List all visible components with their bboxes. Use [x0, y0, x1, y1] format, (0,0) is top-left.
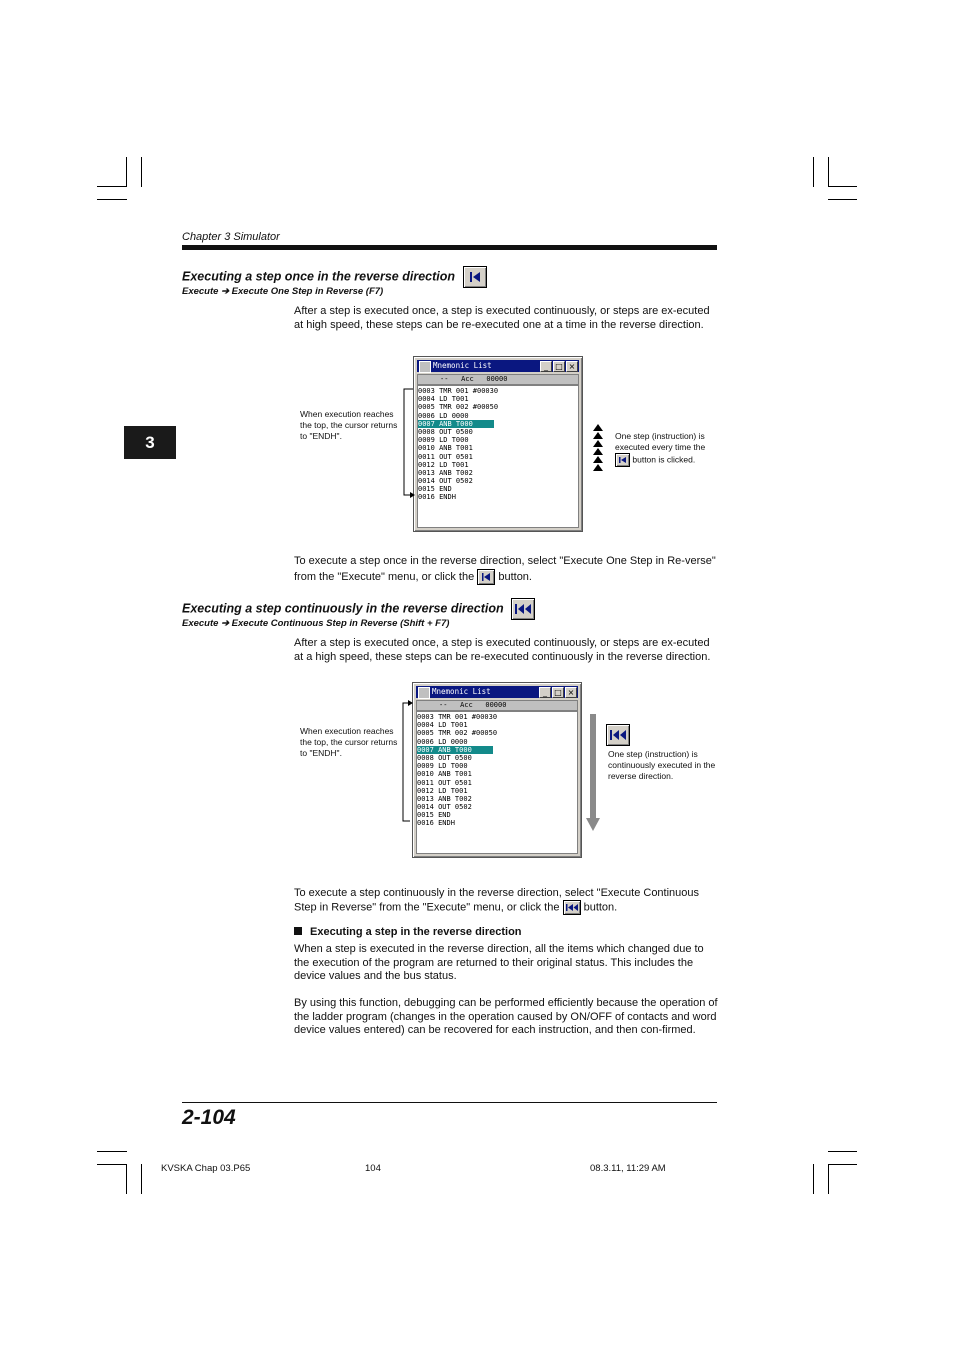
section2-menu-path: Execute ➔ Execute Continuous Step in Reverse (Shift + F7)	[182, 618, 450, 629]
wrap-around-arrow	[398, 385, 416, 501]
list-item[interactable]: 0006 LD 0000	[417, 737, 468, 746]
window-titlebar	[417, 360, 579, 372]
step-back-icon	[464, 267, 486, 287]
continuous-reverse-icon	[512, 599, 534, 619]
continuous-reverse-icon	[607, 725, 629, 745]
step-back-icon	[616, 454, 629, 466]
section3-paragraph-1: When a step is executed in the reverse direction, all the items which changed due to the execution of the program are returned to their original status. This includes the device values and the bus status.	[294, 943, 704, 983]
section1-right-note-a: One step (instruction) is executed every time the	[615, 431, 706, 452]
list-item[interactable]: 0013 ANB T002	[418, 468, 473, 477]
mnemonic-list[interactable]	[416, 711, 578, 854]
window-icon	[419, 361, 431, 373]
footer-rule	[182, 1102, 717, 1103]
list-item[interactable]: 0014 OUT 0502	[417, 803, 472, 812]
close-button[interactable]: ×	[565, 687, 577, 698]
list-item[interactable]: 0015 END	[417, 811, 451, 820]
section2-paragraph: After a step is executed once, a step is executed continuously, or steps are ex-ecuted at a high speed, these steps can be re-executed continuously in the reverse direction.	[294, 637, 711, 663]
list-item[interactable]: 0004 LD T001	[418, 395, 469, 404]
list-item[interactable]: 0009 LD T000	[418, 436, 469, 445]
section1-instruction-a: To execute a step once in the reverse direction, select "Execute One Step in Re-verse" from the "Execute" menu, or click the	[294, 555, 716, 583]
section1-title-text: Executing a step once in the reverse direction	[182, 269, 456, 284]
continuous-reverse-inline-button[interactable]	[563, 900, 581, 915]
list-item[interactable]: 0010 ANB T001	[418, 444, 473, 453]
mnemonic-list-window-1	[413, 356, 583, 532]
section2-title	[182, 598, 535, 620]
continuous-reverse-button[interactable]	[606, 724, 630, 746]
section2-instruction-a: To execute a step continuously in the reverse direction, select "Execute Continuous Step in Reverse" from the "Execute" menu, or click the	[294, 887, 700, 914]
list-item[interactable]: 0008 OUT 0500	[417, 753, 472, 762]
down-arrow-icon	[585, 714, 601, 832]
section1-left-note: When execution reaches the top, the cursor returns to "ENDH".	[300, 409, 398, 441]
mnemonic-list-window-2	[412, 682, 582, 858]
footer-page: 104	[365, 1163, 381, 1174]
wrap-around-arrow	[398, 697, 416, 825]
page-number: 2-104	[182, 1106, 236, 1129]
window-status: -- Acc 00000	[416, 700, 578, 711]
continuous-reverse-icon	[564, 901, 580, 914]
list-item[interactable]: 0004 LD T001	[417, 721, 468, 730]
list-item[interactable]: 0016 ENDH	[417, 819, 455, 828]
list-item[interactable]: 0008 OUT 0500	[418, 427, 473, 436]
window-titlebar	[416, 686, 578, 698]
footer-timestamp: 08.3.11, 11:29 AM	[590, 1163, 666, 1174]
section1-instruction	[294, 554, 719, 585]
close-button[interactable]: ×	[566, 361, 578, 372]
window-title: Mnemonic List	[433, 361, 492, 370]
step-back-inline-button[interactable]	[477, 569, 495, 585]
section3-heading-text: Executing a step in the reverse direction	[310, 926, 522, 938]
section1-menu-path: Execute ➔ Execute One Step in Reverse (F7)	[182, 286, 384, 297]
list-item[interactable]: 0011 OUT 0501	[417, 778, 472, 787]
continuous-reverse-button[interactable]	[511, 598, 535, 620]
list-item[interactable]: 0003 TMR 001 #00030	[417, 713, 498, 721]
list-item[interactable]: 0012 LD T001	[417, 786, 468, 795]
list-item[interactable]: 0010 ANB T001	[417, 770, 472, 779]
list-item-selected[interactable]: 0007 ANB T000	[418, 420, 494, 428]
minimize-button[interactable]: _	[539, 687, 551, 698]
list-item[interactable]: 0015 END	[418, 485, 452, 494]
section2-left-note: When execution reaches the top, the cursor returns to "ENDH".	[300, 726, 398, 758]
window-icon	[418, 687, 430, 699]
maximize-button[interactable]: □	[552, 687, 564, 698]
chapter-tab: 3	[124, 426, 176, 459]
section3-paragraph-2: By using this function, debugging can be performed efficiently because the operation of the ladder program (changes in the operation caused by ON/OFF of contacts and word device values entered) can be recovered for each instruction, and then con-firmed.	[294, 997, 718, 1037]
footer-file: KVSKA Chap 03.P65	[161, 1163, 251, 1174]
mnemonic-list[interactable]	[417, 385, 579, 528]
chapter-header: Chapter 3 Simulator	[182, 231, 280, 243]
list-item-selected[interactable]: 0007 ANB T000	[417, 746, 493, 754]
section2-right-note: One step (instruction) is continuously executed in the reverse direction.	[608, 749, 716, 781]
minimize-button[interactable]: _	[540, 361, 552, 372]
window-title: Mnemonic List	[432, 687, 491, 696]
section2-instruction-b: button.	[583, 901, 618, 914]
list-item[interactable]: 0011 OUT 0501	[418, 452, 473, 461]
list-item[interactable]: 0006 LD 0000	[418, 411, 469, 420]
list-item[interactable]: 0005 TMR 002 #00050	[417, 729, 498, 738]
step-back-inline-button[interactable]	[615, 453, 630, 467]
list-item[interactable]: 0009 LD T000	[417, 762, 468, 771]
list-item[interactable]: 0013 ANB T002	[417, 794, 472, 803]
maximize-button[interactable]: □	[553, 361, 565, 372]
section1-title	[182, 266, 487, 288]
list-item[interactable]: 0016 ENDH	[418, 493, 456, 502]
header-rule	[182, 245, 717, 250]
section1-right-note-b: button is clicked.	[632, 454, 696, 465]
list-item[interactable]: 0005 TMR 002 #00050	[418, 403, 499, 412]
section2-title-text: Executing a step continuously in the reverse direction	[182, 601, 504, 616]
window-status: -- Acc 00000	[417, 374, 579, 385]
up-arrows-icon	[592, 424, 604, 474]
list-item[interactable]: 0012 LD T001	[418, 460, 469, 469]
list-item[interactable]: 0003 TMR 001 #00030	[418, 387, 499, 395]
bullet-square-icon	[294, 927, 302, 935]
section1-instruction-b: button.	[498, 570, 532, 583]
section1-right-note	[615, 431, 719, 467]
step-back-button[interactable]	[463, 266, 487, 288]
section3-heading	[294, 926, 522, 938]
section1-paragraph: After a step is executed once, a step is executed continuously, or steps are ex-ecuted at high speed, these steps can be re-executed one at a time in the reverse direction.	[294, 305, 710, 331]
section2-instruction	[294, 886, 719, 915]
list-item[interactable]: 0014 OUT 0502	[418, 477, 473, 486]
step-back-icon	[478, 570, 494, 584]
